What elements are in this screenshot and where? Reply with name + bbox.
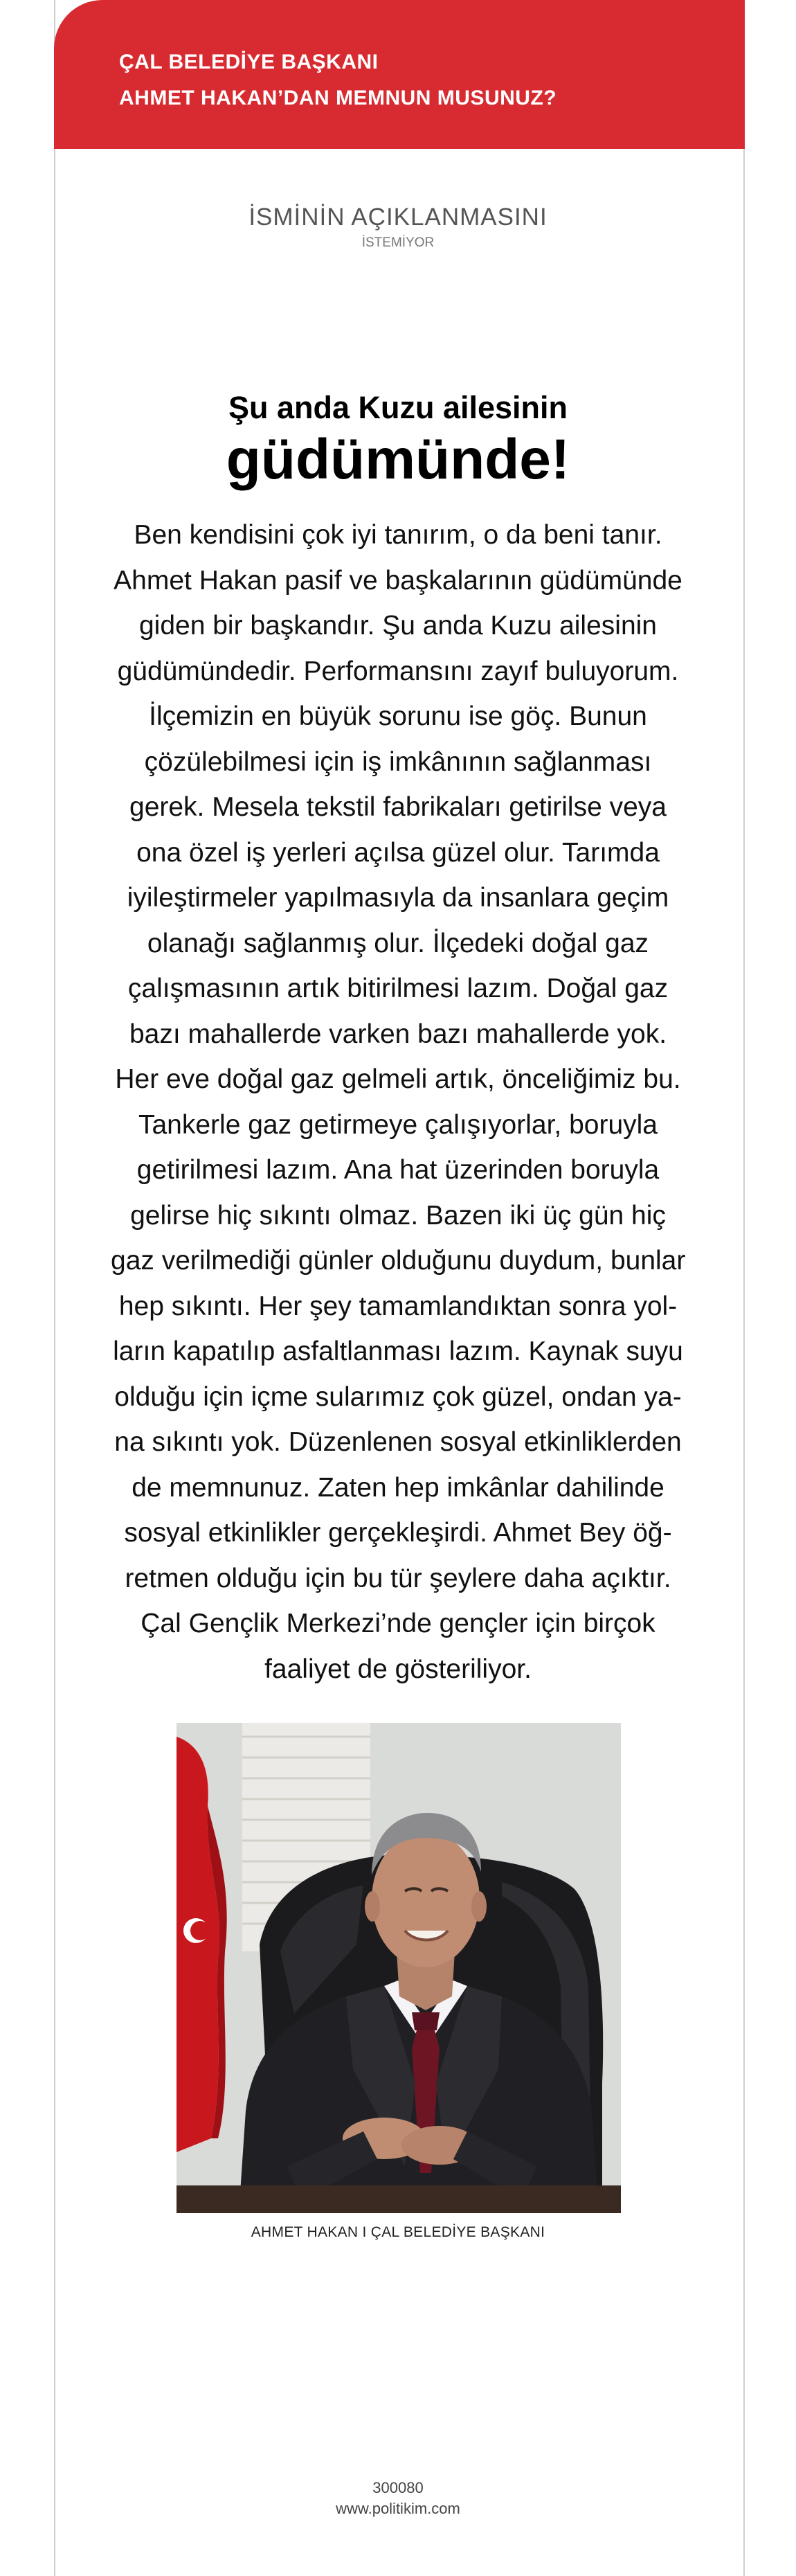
photo-caption: AHMET HAKAN I ÇAL BELEDİYE BAŞKANI [251, 2224, 545, 2240]
title-line-1: ÇAL BELEDİYE BAŞKANI [119, 51, 379, 73]
portrait-illustration [177, 1723, 621, 2213]
answer-line: na sıkıntı yok. Düzenlenen sosyal etkinliklerden [114, 1427, 682, 1457]
answer-line: Tankerle gaz getirmeye çalışıyorlar, boruyla [138, 1109, 658, 1140]
answer-line: faaliyet de gösteriliyor. [264, 1654, 532, 1684]
answer-line: ların kapatılıp asfaltlanması lazım. Kaynak suyu [113, 1336, 683, 1366]
answer-line: ona özel iş yerleri açılsa güzel olur. Tarımda [136, 837, 660, 868]
answer-line: Ahmet Hakan pasif ve başkalarının güdümünde [114, 565, 682, 596]
answer-line: getirilmesi lazım. Ana hat üzerinden boruyla [136, 1155, 660, 1185]
answer-text [111, 512, 685, 1692]
answer-line: İlçemizin en büyük sorunu ise göç. Bunun [149, 701, 647, 731]
answer-line: çözülebilmesi için iş imkânının sağlanması [144, 746, 652, 777]
headline [0, 388, 796, 492]
answer-line: iyileştirmeler yapılmasıyla da insanlara geçim [127, 883, 669, 913]
answer-line: gaz verilmediği günler olduğunu duydum, bunlar [111, 1246, 686, 1276]
answer-line: bazı mahallerde varken bazı mahallerde yok. [129, 1019, 667, 1049]
title-line-2: AHMET HAKAN’DAN MEMNUN MUSUNUZ? [119, 87, 557, 109]
answer-line: çalışmasının artık bitirilmesi lazım. Doğal gaz [127, 974, 669, 1003]
answer-line: retmen olduğu için bu tür şeylere daha açıktır. [125, 1563, 671, 1593]
answer-line: güdümündedir. Performansını zayıf buluyorum. [117, 656, 679, 686]
footer-code: 300080 [372, 2479, 424, 2496]
footer-website: www.politikim.com [336, 2500, 460, 2517]
respondent-name: İSMİNİN AÇIKLANMASINI [248, 204, 548, 231]
answer-line: olduğu için içme sularımız çok güzel, ondan ya- [114, 1381, 682, 1412]
answer-line: giden bir başkandır. Şu anda Kuzu ailesinin [138, 611, 657, 641]
headline-line-1: Şu anda Kuzu ailesinin [228, 390, 568, 425]
answer-line: Çal Gençlik Merkezi’nde gençler için birçok [141, 1609, 655, 1638]
headline-line-2: güdümünde! [226, 428, 570, 491]
respondent-block [0, 202, 796, 251]
answer-line: gelirse hiç sıkıntı olmaz. Bazen iki üç gün hiç [130, 1200, 666, 1231]
answer-line: de memnunuz. Zaten hep imkânlar dahilinde [132, 1472, 664, 1503]
answer-line: olanağı sağlanmış olur. İlçedeki doğal gaz [147, 928, 649, 958]
footer [0, 2478, 796, 2519]
answer-line: Ben kendisini çok iyi tanırım, o da beni tanır. [134, 520, 662, 550]
mayor-portrait-photo [177, 1723, 621, 2213]
answer-line: gerek. Mesela tekstil fabrikaları getirilse veya [129, 792, 667, 822]
answer-line: Her eve doğal gaz gelmeli artık, önceliğimiz bu. [115, 1064, 681, 1094]
desk-edge [177, 2185, 621, 2213]
survey-question-title [119, 44, 557, 116]
answer-line: hep sıkıntı. Her şey tamamlandıktan sonra yol- [118, 1291, 678, 1321]
respondent-role: İSTEMİYOR [361, 235, 435, 250]
answer-line: sosyal etkinlikler gerçekleşirdi. Ahmet Bey öğ- [124, 1518, 672, 1548]
